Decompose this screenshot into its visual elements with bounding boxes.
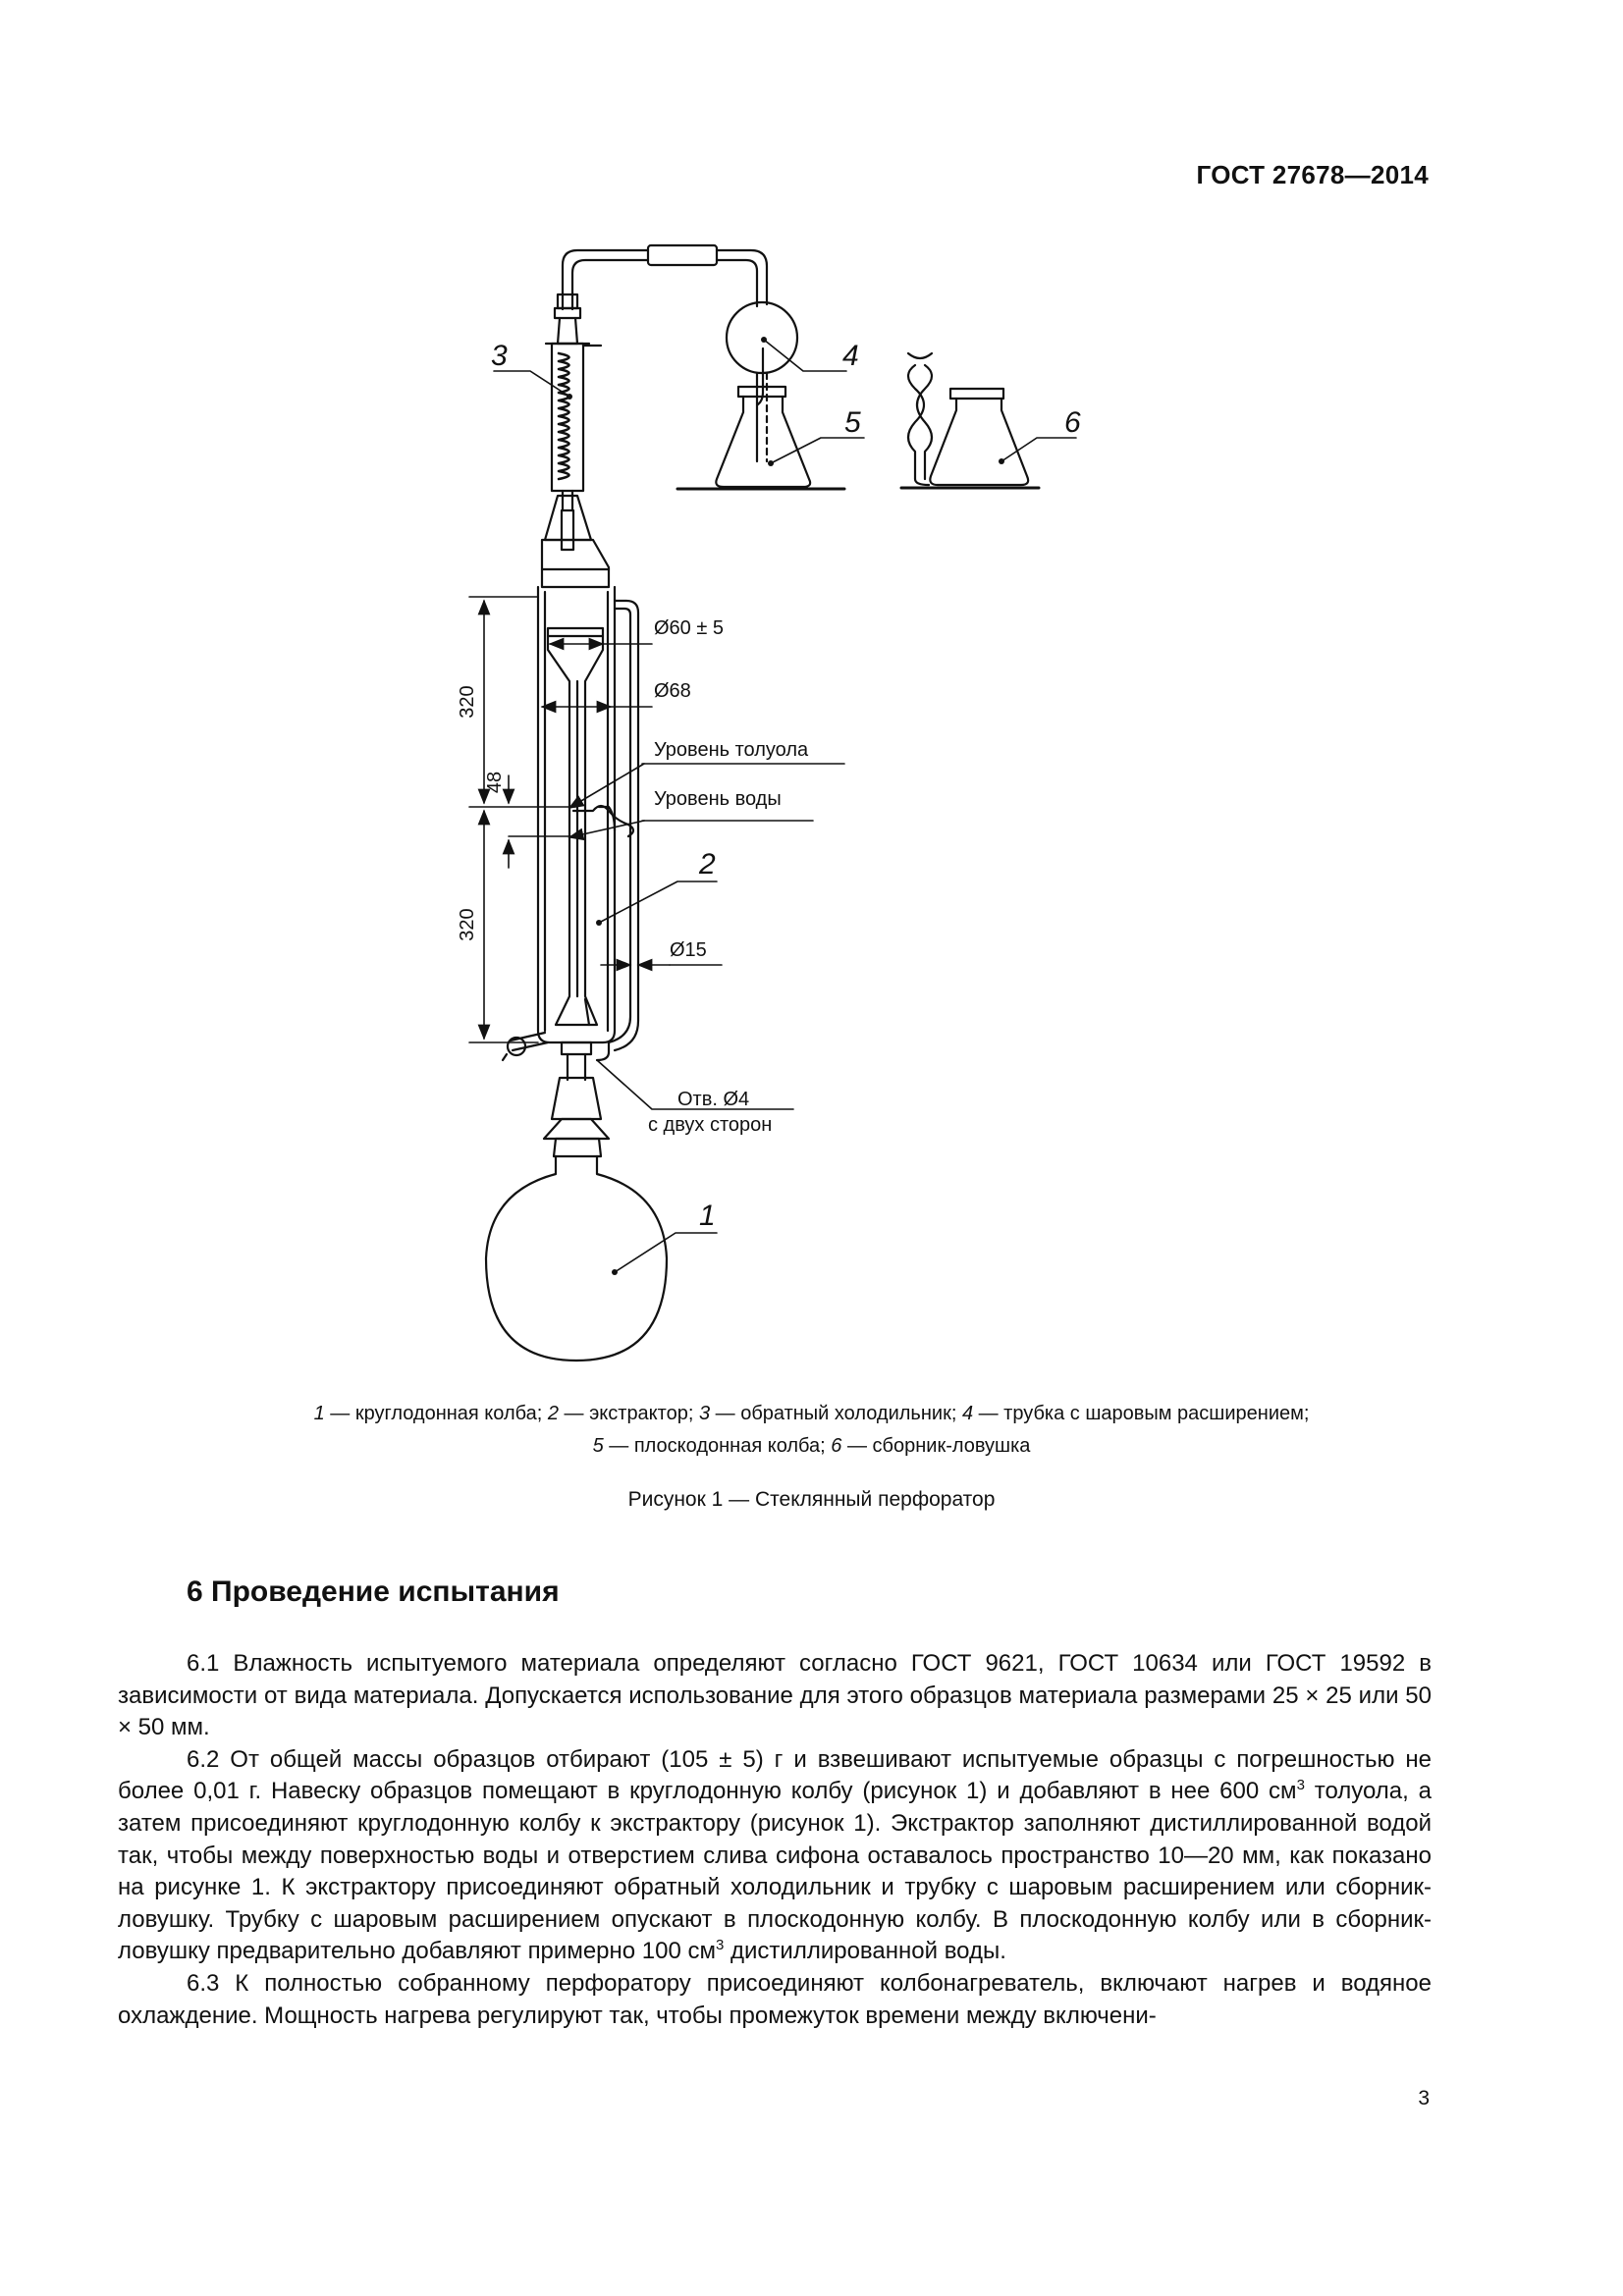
legend-line-1: 1 — круглодонная колба; 2 — экстрактор; 3 — обратный холодильник; 4 — трубка с шаровым расширением;: [313, 1403, 1310, 1424]
callout-dots: [567, 337, 1004, 1275]
callout-5: 5: [844, 406, 861, 439]
legend-line-2: 5 — плоскодонная колба; 6 — сборник-ловушка: [592, 1435, 1031, 1457]
hole-label-line1: Отв. Ø4: [677, 1089, 750, 1110]
paragraph-6-3: 6.3 К полностью собранному перфоратору присоединяют колбонагреватель, включают нагрев и водяное охлаждение. Мощность нагрева регулируют так, чтобы промежуток времени между включени-: [118, 1969, 1432, 2029]
paragraph-6-1: 6.1 Влажность испытуемого материала определяют согласно ГОСТ 9621, ГОСТ 10634 или ГОСТ 19592 в зависимости от вида материала. Допускается использование для этого образцов материала размерами 25 × 25 или 50 × 50 мм.: [118, 1650, 1432, 1741]
paragraph-6-2: 6.2 От общей массы образцов отбирают (105 ± 5) г и взвешивают испытуемые образцы с погрешностью не более 0,01 г. Навеску образцов помещают в круглодонную колбу (рисунок 1) и добавляют в нее 600 $см^3$ толуола, а затем присоединяют круглодонную колбу к экстрактору (рисунок 1). Экстрактор заполняют дистиллированной водой так, чтобы между поверхностью воды и отверстием слива сифона оставалось пространство 10—20 мм, как показано на рисунке 1. К экстрактору присоединяют обратный холодильник и трубку с шаровым расширением или сборник-ловушку. Трубку с шаровым расширением опускают в плоскодонную колбу. В плоскодонную колбу или в сборник-ловушку предварительно добавляют примерно 100 $см^3$ дистиллированной воды.: [118, 1745, 1433, 1965]
extractor-stopper: [542, 496, 609, 587]
dim-inner-diameter: Ø60 ± 5: [654, 617, 725, 639]
dim-siphon-diameter: Ø15: [670, 939, 707, 961]
toluene-level-label: Уровень толуола: [654, 739, 809, 761]
callout-6: 6: [1064, 406, 1081, 439]
section-heading: 6 Проведение испытания: [187, 1575, 560, 1608]
trap-collector: [901, 353, 1039, 488]
hole-label-line2: с двух сторон: [648, 1114, 773, 1136]
figure-legend: [118, 1398, 1505, 1463]
callout-2: 2: [699, 848, 716, 881]
figure-caption: Рисунок 1 — Стеклянный перфоратор: [627, 1488, 996, 1511]
callout-1: 1: [699, 1200, 716, 1232]
dim-upper-height: 320: [457, 685, 478, 719]
section-body: [118, 1648, 1432, 2032]
extractor: [503, 587, 638, 1080]
page-number: 3: [1418, 2087, 1430, 2109]
water-level-label: Уровень воды: [654, 788, 782, 810]
dim-lower-height: 320: [457, 908, 478, 941]
callout-3: 3: [491, 340, 508, 372]
dim-outer-diameter: Ø68: [654, 680, 691, 702]
connecting-tube: [563, 245, 767, 404]
round-bottom-flask: [486, 1078, 667, 1361]
dim-gap-height: 48: [484, 771, 506, 794]
standard-number: ГОСТ 27678—2014: [1196, 160, 1429, 189]
leader-lines: [494, 340, 1076, 1272]
callout-4: 4: [842, 340, 859, 372]
